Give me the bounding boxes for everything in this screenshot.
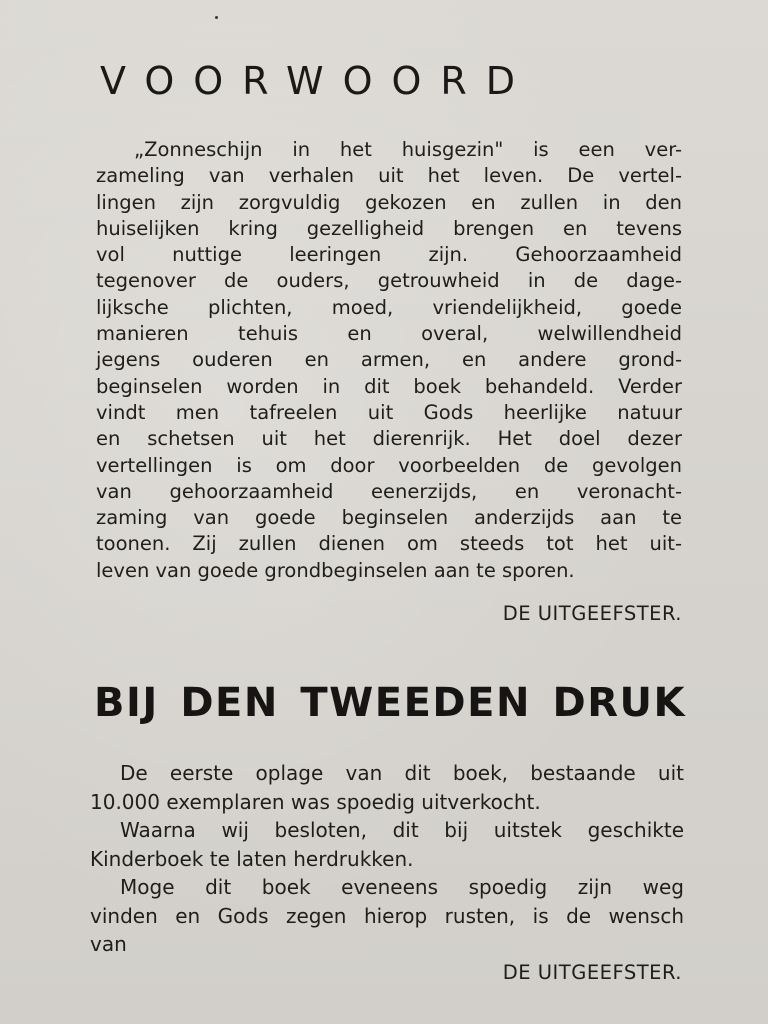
second-edition-signature: DE UITGEEFSTER. — [502, 961, 682, 984]
preface-line: zameling van verhalen uit het leven. De vertel- — [96, 164, 682, 188]
second-edition-line: Kinderboek te laten herdrukken. — [90, 846, 414, 871]
preface-line: manieren tehuis en overal, welwillendheid — [96, 322, 682, 346]
second-edition-heading — [94, 677, 686, 729]
second-edition-line: 10.000 exemplaren was spoedig uitverkocht. — [90, 789, 541, 814]
preface-body — [96, 137, 682, 584]
preface-line: beginselen worden in dit boek behandeld. Verder — [96, 374, 682, 398]
preface-line: lijksche plichten, moed, vriendelijkheid, goede — [96, 295, 682, 319]
preface-line: toonen. Zij zullen dienen om steeds tot het uit- — [96, 532, 682, 556]
preface-line: „Zonneschijn in het huisgezin" is een ver- — [134, 138, 682, 161]
preface-line: lingen zijn zorgvuldig gekozen en zullen in den — [96, 190, 682, 214]
second-edition-line: Waarna wij besloten, dit bij uitstek geschikte — [120, 818, 684, 842]
preface-line: vol nuttige leeringen zijn. Gehoorzaamheid — [96, 243, 682, 267]
heading-word: DEN — [180, 680, 279, 726]
preface-line: leven van goede grondbeginselen aan te sporen. — [96, 558, 575, 582]
second-edition-line: van — [90, 932, 127, 956]
ink-speck — [215, 16, 218, 19]
second-edition-line: De eerste oplage van dit boek, bestaande uit — [120, 761, 684, 785]
preface-line: jegens ouderen en armen, en andere grond- — [96, 348, 682, 372]
preface-line: en schetsen uit het dierenrijk. Het doel dezer — [96, 427, 682, 451]
second-edition-line: vinden en Gods zegen hierop rusten, is de wensch — [90, 903, 684, 928]
preface-line: huiselijken kring gezelligheid brengen en tevens — [96, 216, 682, 240]
heading-word: TWEEDEN — [300, 680, 531, 726]
preface-line: van gehoorzaamheid eenerzijds, en veronacht- — [96, 479, 682, 503]
preface-line: zaming van goede beginselen anderzijds aan te — [96, 506, 682, 530]
preface-line: vindt men tafreelen uit Gods heerlijke natuur — [96, 400, 682, 424]
heading-word: BIJ — [94, 680, 159, 726]
second-edition-body — [90, 759, 684, 959]
preface-line: vertellingen is om door voorbeelden de gevolgen — [96, 453, 682, 477]
second-edition-line: Moge dit boek eveneens spoedig zijn weg — [120, 875, 684, 899]
preface-title: VOORWOORD — [100, 59, 535, 103]
preface-signature: DE UITGEEFSTER. — [502, 602, 682, 625]
preface-line: tegenover de ouders, getrouwheid in de dage- — [96, 269, 682, 293]
heading-word: DRUK — [552, 680, 686, 726]
